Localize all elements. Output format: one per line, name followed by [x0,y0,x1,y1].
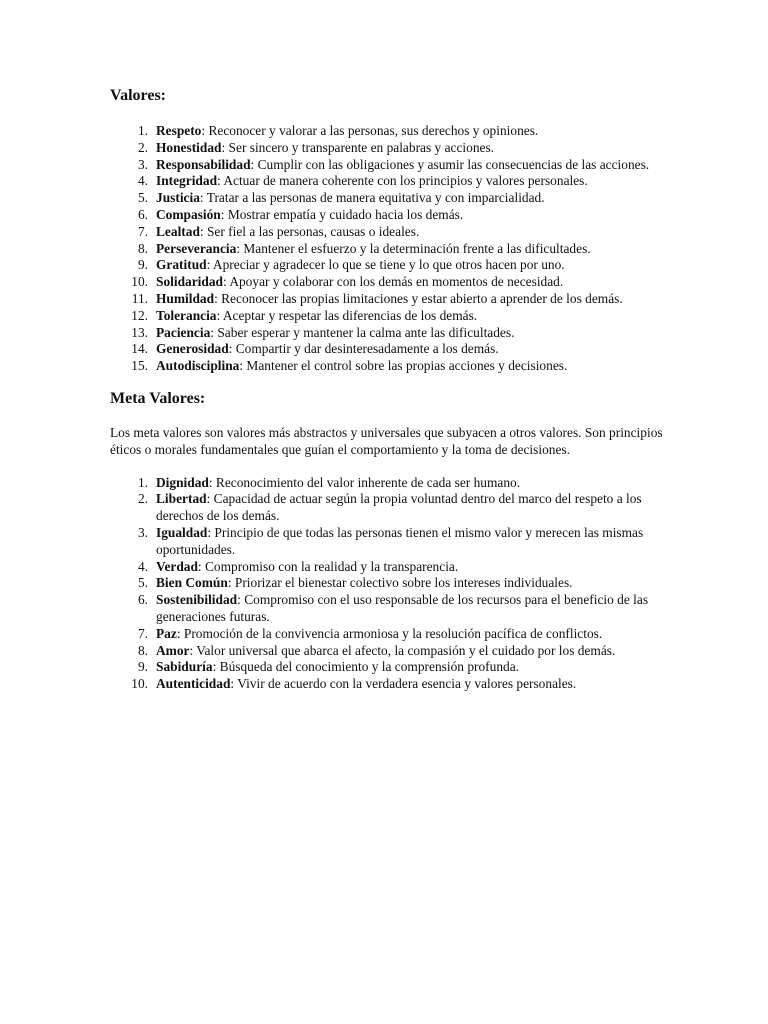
list-item-description: : Compartir y dar desinteresadamente a los demás. [228,341,499,357]
list-item-term: Sabiduría [156,659,213,675]
list-item-number: 3. [137,156,148,172]
list-item-description: : Ser sincero y transparente en palabras y acciones. [221,139,495,155]
list-item [110,676,670,693]
list-item-description: : Mostrar empatía y cuidado hacia los demás. [220,206,464,222]
list-item-term: Libertad [156,491,207,507]
list-item-term: Paz [156,625,177,641]
list-item [110,140,670,157]
list-item-description: : Vivir de acuerdo con la verdadera esencia y valores personales. [230,676,577,692]
list-item-description: : Búsqueda del conocimiento y la comprensión profunda. [212,659,519,675]
list-item-number: 1. [137,474,148,490]
list-item-number: 6. [137,206,148,222]
list-item-term: Autodisciplina [156,358,240,374]
list-item-number: 7. [137,625,148,641]
list-item-number: 10. [131,676,148,692]
list-item-term: Humildad [156,290,215,306]
list-item-description: : Saber esperar y mantener la calma ante las dificultades. [210,324,515,340]
list-item-term: Perseverancia [156,240,237,256]
list-item [110,274,670,291]
list-item-number: 12. [131,307,148,323]
list-item-term: Solidaridad [156,274,223,290]
list-item-number: 1. [137,123,148,138]
list-item [110,123,670,140]
list-item [110,207,670,224]
meta-valores-heading: Meta Valores: [110,389,206,407]
list-item-number: 2. [137,491,148,507]
list-item-term: Bien Común [156,575,228,591]
list-item-term: Compasión [156,206,221,222]
list-item-number: 4. [137,558,148,574]
list-item-term: Dignidad [156,474,209,490]
list-item [110,173,670,190]
list-item-number: 6. [137,592,148,608]
list-item-number: 9. [137,257,148,273]
list-item-term: Autenticidad [156,676,231,692]
list-item-description: : Actuar de manera coherente con los principios y valores personales. [217,173,588,189]
list-item-number: 5. [137,575,148,591]
list-item-number: 7. [137,223,148,239]
list-item-number: 4. [137,173,148,189]
list-item-description: : Aceptar y respetar las diferencias de los demás. [216,307,478,323]
list-item [110,659,670,676]
list-item [110,157,670,174]
list-item [110,190,670,207]
list-item-description: : Priorizar el bienestar colectivo sobre los intereses individuales. [227,575,573,591]
list-item [110,525,670,559]
list-item [110,643,670,660]
list-item [110,592,670,626]
list-item-number: 15. [131,358,148,374]
list-item-number: 14. [131,341,148,357]
list-item-description: : Compromiso con la realidad y la transparencia. [197,558,459,574]
list-item-term: Sostenibilidad [156,592,238,608]
list-item-term: Justicia [156,190,200,206]
list-item [110,341,670,358]
list-item-description: : Valor universal que abarca el afecto, la compasión y el cuidado por los demás. [189,642,616,658]
list-item [110,626,670,643]
list-item-description: : Reconocer y valorar a las personas, sus derechos y opiniones. [201,123,539,138]
list-item-number: 8. [137,642,148,658]
meta-valores-intro: Los meta valores son valores más abstractos y universales que subyacen a otros valores. Son principios éticos o morales fundamentales que guían el comportamiento y la toma de decisiones. [110,424,663,457]
list-item-description: : Promoción de la convivencia armoniosa y la resolución pacífica de conflictos. [176,625,603,641]
list-item [110,475,670,492]
list-item-description: : Compromiso con el uso responsable de los recursos para el beneficio de las generaciones futuras. [156,592,649,624]
list-item-term: Igualdad [156,524,208,540]
list-item [110,224,670,241]
list-item-description: : Tratar a las personas de manera equitativa y con imparcialidad. [199,190,545,206]
list-item-description: : Capacidad de actuar según la propia voluntad dentro del marco del respeto a los derechos de los demás. [156,491,642,524]
list-item-term: Integridad [156,173,218,189]
list-item-term: Responsabilidad [156,156,251,172]
list-item-term: Gratitud [156,257,207,273]
list-item [110,559,670,576]
list-item-number: 5. [137,190,148,206]
list-item-description: : Reconocer las propias limitaciones y estar abierto a aprender de los demás. [214,290,623,306]
list-item [110,257,670,274]
list-item-term: Verdad [156,558,198,574]
list-item-term: Honestidad [156,139,222,155]
meta-valores-list [110,475,670,693]
list-item-number: 3. [137,524,148,540]
list-item-term: Tolerancia [156,307,217,323]
list-item [110,308,670,325]
list-item [110,575,670,592]
valores-heading: Valores: [110,87,166,104]
list-item-description: : Reconocimiento del valor inherente de cada ser humano. [208,474,521,490]
valores-list [110,123,670,375]
list-item-description: : Mantener el control sobre las propias acciones y decisiones. [239,358,568,374]
list-item-description: : Apoyar y colaborar con los demás en momentos de necesidad. [222,274,564,290]
list-item-description: : Ser fiel a las personas, causas o ideales. [199,223,420,239]
list-item [110,241,670,258]
list-item-number: 8. [137,240,148,256]
list-item-term: Paciencia [156,324,211,340]
list-item-description: : Principio de que todas las personas tienen el mismo valor y merecen las mismas oportunidades. [156,524,644,557]
list-item-description: : Apreciar y agradecer lo que se tiene y lo que otros hacen por uno. [206,257,565,273]
list-item-term: Respeto [156,123,202,138]
list-item-description: : Cumplir con las obligaciones y asumir las consecuencias de las acciones. [250,156,650,172]
list-item-term: Generosidad [156,341,229,357]
list-item [110,325,670,342]
list-item-description: : Mantener el esfuerzo y la determinación frente a las dificultades. [236,240,591,256]
list-item-number: 9. [137,659,148,675]
list-item [110,358,670,375]
list-item [110,491,670,525]
list-item-number: 11. [131,290,148,306]
document-page [110,86,670,693]
list-item-term: Lealtad [156,223,200,239]
list-item [110,291,670,308]
list-item-term: Amor [156,642,190,658]
list-item-number: 13. [131,324,148,340]
list-item-number: 10. [131,274,148,290]
list-item-number: 2. [137,139,148,155]
